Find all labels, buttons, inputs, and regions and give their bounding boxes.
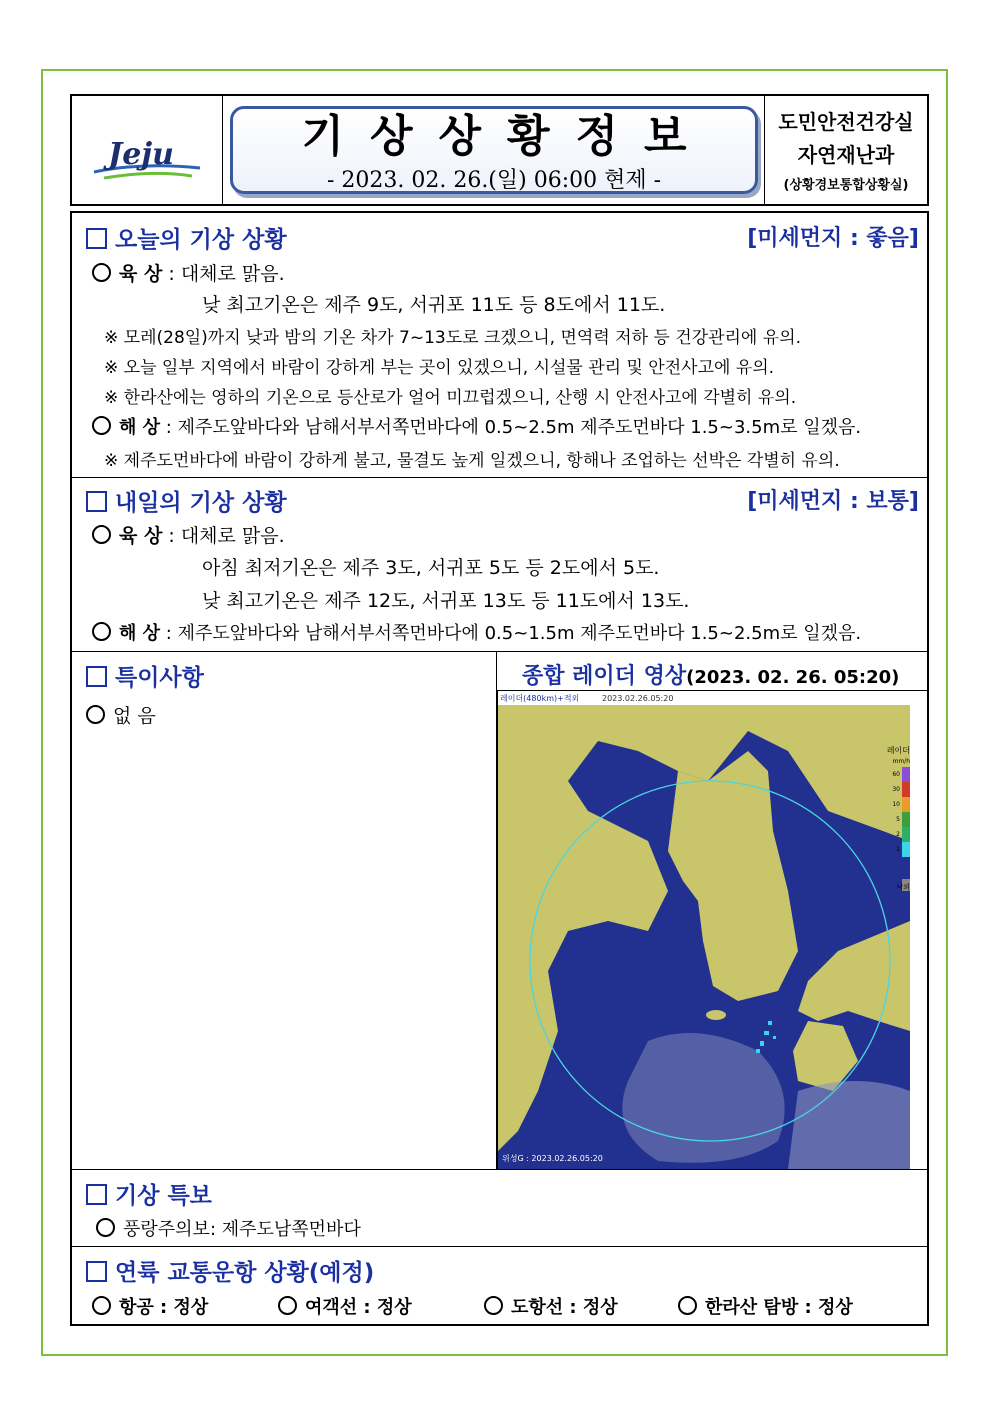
circle-icon bbox=[92, 263, 111, 282]
legend-swatch bbox=[902, 842, 910, 857]
legend-value: 2 bbox=[896, 831, 900, 838]
today-land-temp: 낮 최고기온은 제주 9도, 서귀포 11도 등 8도에서 11도. bbox=[202, 294, 666, 316]
today-land: 육 상 : 대체로 맑음. bbox=[92, 259, 285, 286]
tomorrow-dust: [미세먼지 : 보통] bbox=[747, 489, 919, 514]
checkbox-icon bbox=[86, 228, 107, 249]
circle-icon bbox=[92, 622, 111, 641]
divider bbox=[72, 1169, 927, 1170]
today-note-2: ※ 오늘 일부 지역에서 바람이 강하게 부는 곳이 있겠으니, 시설물 관리 및 안전사고에 유의. bbox=[104, 358, 775, 378]
jeju-island bbox=[706, 1010, 726, 1020]
tomorrow-sea: 해 상 : 제주도앞바다와 남해서부서쪽먼바다에 0.5~1.5m 제주도먼바다 1.5~2.5m로 일겠음. bbox=[92, 619, 861, 645]
title-box bbox=[230, 106, 758, 194]
divider bbox=[72, 651, 927, 652]
special-heading: 특이사항 bbox=[86, 659, 204, 692]
circle-icon bbox=[86, 705, 105, 724]
legend-value: 1 bbox=[896, 846, 900, 853]
warning-item: 풍랑주의보: 제주도남쪽먼바다 bbox=[96, 1215, 361, 1241]
today-heading: 오늘의 기상 상황 bbox=[86, 221, 287, 254]
warning-heading: 기상 특보 bbox=[86, 1177, 212, 1210]
tomorrow-land: 육 상 : 대체로 맑음. bbox=[92, 521, 285, 548]
circle-icon bbox=[92, 416, 111, 435]
legend-value: 10 bbox=[892, 801, 900, 808]
legend-swatch bbox=[902, 797, 910, 812]
radar-time: (2023. 02. 26. 05:20) bbox=[686, 667, 900, 688]
tomorrow-land-max: 낮 최고기온은 제주 12도, 서귀포 13도 등 11도에서 13도. bbox=[202, 590, 690, 612]
legend-value: 30 bbox=[892, 786, 900, 793]
traffic-item-island-ferry: 도항선 : 정상 bbox=[484, 1293, 618, 1319]
radar-image bbox=[497, 691, 910, 1169]
divider bbox=[72, 1246, 927, 1247]
legend-value: 60 bbox=[892, 771, 900, 778]
legend-unit: mm/h bbox=[892, 758, 910, 765]
jeju-logo-icon bbox=[72, 96, 222, 204]
today-dust: [미세먼지 : 좋음] bbox=[747, 226, 919, 251]
tomorrow-land-min: 아침 최저기온은 제주 3도, 서귀포 5도 등 2도에서 5도. bbox=[202, 557, 660, 579]
circle-icon bbox=[678, 1296, 697, 1315]
legend-title: 레이더 bbox=[886, 746, 910, 755]
today-note-1: ※ 모레(28일)까지 낮과 밤의 기온 차가 7~13도로 크겠으니, 면역력 저하 등 건강관리에 유의. bbox=[104, 328, 801, 348]
checkbox-icon bbox=[86, 1184, 107, 1205]
today-sea: 해 상 : 제주도앞바다와 남해서부서쪽먼바다에 0.5~2.5m 제주도먼바다 1.5~3.5m로 일겠음. bbox=[92, 413, 861, 439]
checkbox-icon bbox=[86, 491, 107, 512]
dept-line2: 자연재난과 bbox=[797, 143, 895, 167]
radar-img-label: 레이더(480km)+적외 bbox=[500, 694, 580, 703]
circle-icon bbox=[96, 1218, 115, 1237]
radar-map bbox=[498, 691, 910, 1169]
dept-line1: 도민안전건강실 bbox=[778, 110, 914, 134]
legend-value: 5 bbox=[896, 816, 900, 823]
legend-swatch bbox=[902, 782, 910, 797]
tomorrow-heading: 내일의 기상 상황 bbox=[86, 484, 287, 517]
circle-icon bbox=[484, 1296, 503, 1315]
page-title: 기상상황정보 bbox=[301, 111, 713, 162]
checkbox-icon bbox=[86, 1261, 107, 1282]
report-datetime: - 2023. 02. 26.(일) 06:00 현제 - bbox=[326, 168, 662, 193]
dept-line3: (상황경보통합상황실) bbox=[783, 178, 909, 193]
divider bbox=[72, 477, 927, 478]
special-item: 없 음 bbox=[86, 701, 156, 728]
circle-icon bbox=[278, 1296, 297, 1315]
radar-heading: 종합 레이더 영상(2023. 02. 26. 05:20) bbox=[522, 664, 900, 689]
department bbox=[764, 96, 927, 204]
today-note-3: ※ 한라산에는 영하의 기온으로 등산로가 얼어 미끄럽겠으니, 산행 시 안전사고에 각별히 유의. bbox=[104, 388, 797, 408]
checkbox-icon bbox=[86, 666, 107, 687]
header bbox=[70, 94, 929, 206]
sat-label: 위성G : 2023.02.26.05:20 bbox=[502, 1154, 603, 1163]
circle-icon bbox=[92, 1296, 111, 1315]
traffic-item-ferry: 여객선 : 정상 bbox=[278, 1293, 412, 1319]
main-content bbox=[70, 211, 929, 1326]
today-sea-note: ※ 제주도먼바다에 바람이 강하게 불고, 물결도 높게 일겠으니, 항해나 조업하는 선박은 각별히 유의. bbox=[104, 451, 840, 471]
radar-img-time: 2023.02.26.05:20 bbox=[602, 694, 674, 703]
traffic-item-air: 항공 : 정상 bbox=[92, 1293, 208, 1319]
logo-text: Jeju bbox=[108, 137, 174, 172]
legend-swatch bbox=[902, 827, 910, 842]
legend-swatch bbox=[902, 812, 910, 827]
legend-lightning: 낙뢰 bbox=[896, 883, 910, 891]
traffic-heading: 연륙 교통운항 상황(예정) bbox=[86, 1254, 374, 1287]
jeju-logo bbox=[72, 96, 223, 204]
cloud-band bbox=[788, 1081, 910, 1169]
traffic-item-hallasan: 한라산 탐방 : 정상 bbox=[678, 1293, 853, 1319]
legend-swatch bbox=[902, 767, 910, 782]
circle-icon bbox=[92, 525, 111, 544]
